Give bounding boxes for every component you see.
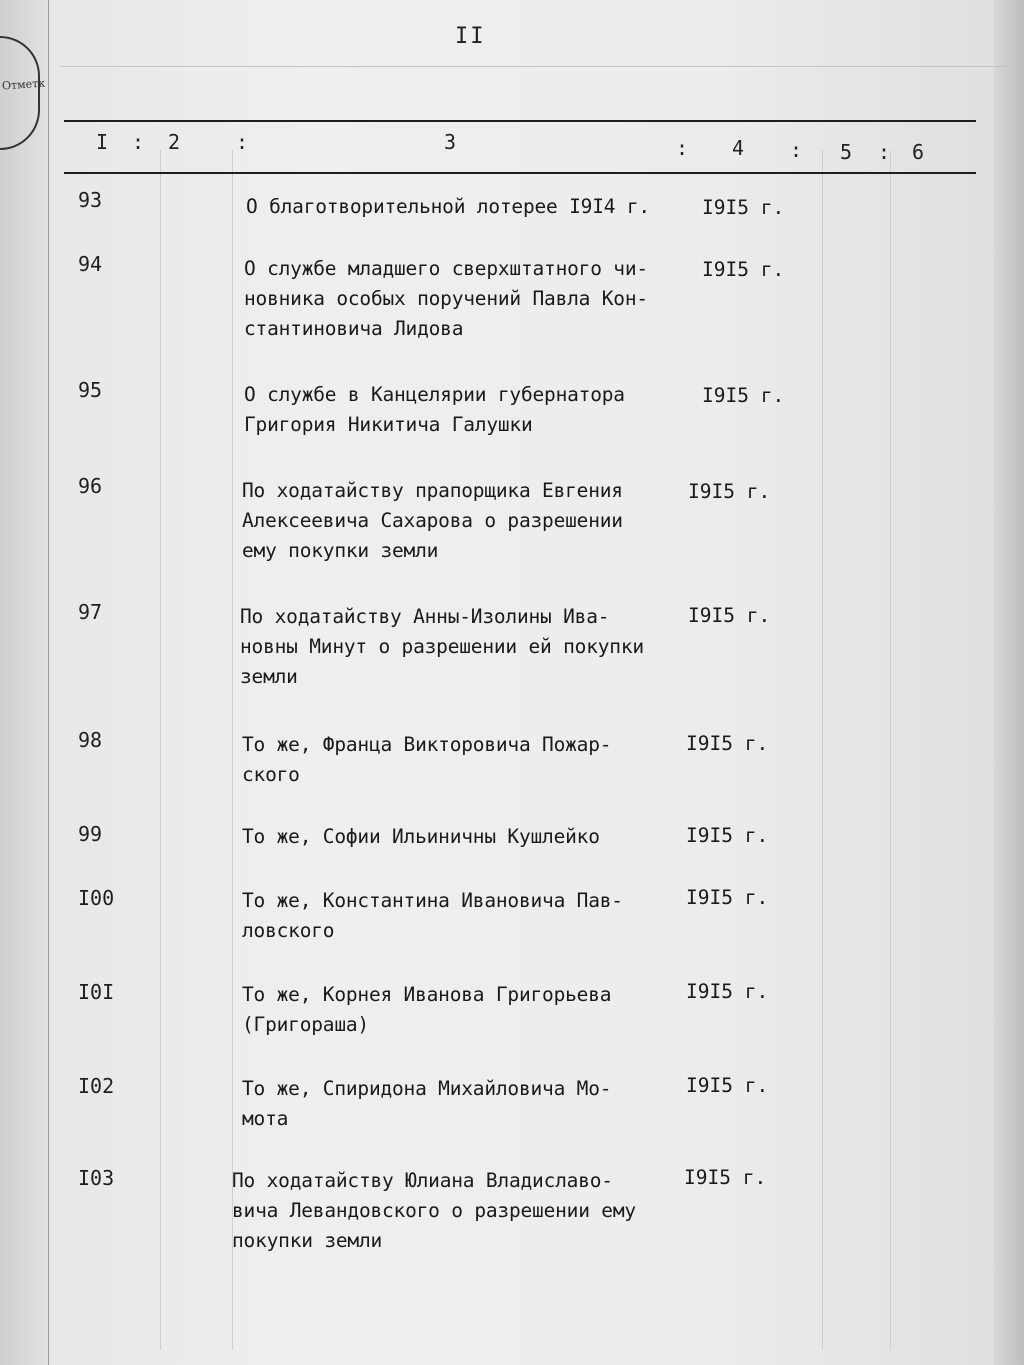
header-rule-top xyxy=(64,120,976,122)
row-year: I9I5 г. xyxy=(686,732,769,755)
header-sep: : xyxy=(790,138,803,162)
row-year: I9I5 г. xyxy=(688,604,771,627)
row-number: I0I xyxy=(78,980,115,1004)
margin-label: Отметк xyxy=(1,76,46,93)
row-title: То же, Константина Ивановича Пав- ловского xyxy=(242,889,623,942)
header-sep: : xyxy=(878,140,891,164)
row-year: I9I5 г. xyxy=(702,384,785,407)
row-title: По ходатайству Юлиана Владиславо- вича Левандовского о разрешении ему покупки земли xyxy=(232,1169,636,1252)
page-number: II xyxy=(455,24,486,49)
row-number: I02 xyxy=(78,1074,115,1098)
row-number: 99 xyxy=(78,822,103,846)
show-through-header xyxy=(60,66,1010,125)
row-title: По ходатайству Анны-Изолины Ива- новны Минут о разрешении ей покупки земли xyxy=(240,605,644,688)
row-number: 97 xyxy=(78,600,103,624)
header-sep: : xyxy=(236,130,249,154)
row-number: I00 xyxy=(78,886,115,910)
row-title: То же, Софии Ильиничны Кушлейко xyxy=(242,825,600,848)
row-title: О службе младшего сверхштатного чи- новника особых поручений Павла Кон- стантиновича Лидова xyxy=(244,257,648,340)
row-number: I03 xyxy=(78,1166,115,1190)
header-col-2: 2 xyxy=(168,130,181,154)
row-number: 93 xyxy=(78,188,103,212)
header-col-5: 5 xyxy=(840,140,853,164)
row-title: О службе в Канцелярии губернатора Григория Никитича Галушки xyxy=(244,383,625,436)
header-col-1: I xyxy=(96,130,109,154)
header-col-6: 6 xyxy=(912,140,925,164)
row-number: 95 xyxy=(78,378,103,402)
right-page-edge xyxy=(994,0,1024,1365)
row-year: I9I5 г. xyxy=(686,824,769,847)
row-number: 98 xyxy=(78,728,103,752)
row-number: 94 xyxy=(78,252,103,276)
column-divider xyxy=(890,150,891,1350)
row-year: I9I5 г. xyxy=(686,980,769,1003)
row-title: То же, Франца Викторовича Пожар- ского xyxy=(242,733,612,786)
row-year: I9I5 г. xyxy=(688,480,771,503)
row-year: I9I5 г. xyxy=(702,196,785,219)
row-title: О благотворительной лотерее I9I4 г. xyxy=(246,195,650,218)
row-year: I9I5 г. xyxy=(684,1166,767,1189)
row-year: I9I5 г. xyxy=(702,258,785,281)
column-divider xyxy=(160,150,161,1350)
header-rule-bottom xyxy=(64,172,976,174)
row-year: I9I5 г. xyxy=(686,1074,769,1097)
row-title: То же, Корнея Иванова Григорьева (Григораша) xyxy=(242,983,612,1036)
row-title: То же, Спиридона Михайловича Мо- мота xyxy=(242,1077,612,1130)
row-title: По ходатайству прапорщика Евгения Алексеевича Сахарова о разрешении ему покупки земли xyxy=(242,479,623,562)
header-col-4: 4 xyxy=(732,136,745,160)
header-sep: : xyxy=(132,130,145,154)
header-sep: : xyxy=(676,136,689,160)
header-col-3: 3 xyxy=(444,130,457,154)
row-year: I9I5 г. xyxy=(686,886,769,909)
row-number: 96 xyxy=(78,474,103,498)
column-divider xyxy=(822,150,823,1350)
left-margin-strip xyxy=(0,0,49,1365)
